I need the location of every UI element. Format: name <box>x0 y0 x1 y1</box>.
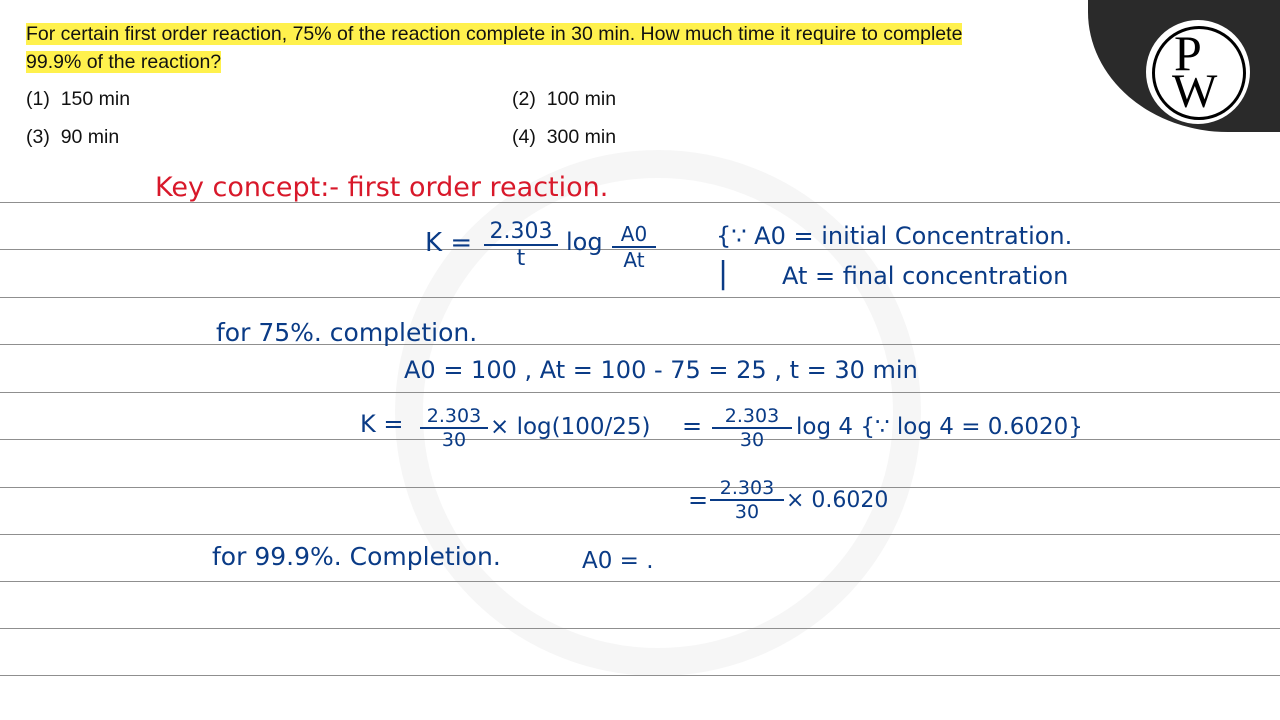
formula-log: log <box>566 228 603 256</box>
fraction-numerator: 2.303 <box>420 405 488 429</box>
k-calc-label: K = <box>360 410 404 438</box>
formula-fraction <box>484 219 558 271</box>
question-line-1: For certain first order reaction, 75% of the reaction complete in 30 min. How much time it require to complete <box>26 23 963 45</box>
k-calc-fraction-3 <box>710 477 784 523</box>
option-number: (4) <box>512 126 536 148</box>
fraction-numerator: 2.303 <box>712 405 792 429</box>
ruled-line <box>0 581 1280 582</box>
ratio-denominator: At <box>623 248 645 272</box>
definition-a0: {∵ A0 = initial Concentration. <box>716 222 1073 250</box>
ruled-line <box>0 628 1280 629</box>
fraction-numerator: 2.303 <box>710 477 784 501</box>
ruled-line <box>0 534 1280 535</box>
formula-k-label: K = <box>425 228 473 258</box>
fraction-denominator: t <box>516 246 526 271</box>
option-4 <box>512 126 616 149</box>
k-calc-log: × log(100/25) <box>490 414 651 440</box>
a0-start: A0 = . <box>582 548 654 574</box>
option-3 <box>26 126 119 149</box>
k-calc-equals: = <box>682 412 703 440</box>
ratio-numerator: A0 <box>612 222 656 248</box>
option-text: 150 min <box>60 88 131 110</box>
logo-letter-w: W <box>1172 65 1218 118</box>
option-number: (2) <box>512 88 536 110</box>
ruled-line <box>0 392 1280 393</box>
k-calc-fraction-2 <box>712 405 792 451</box>
option-number: (3) <box>26 126 50 148</box>
given-values: A0 = 100 , At = 100 - 75 = 25 , t = 30 min <box>404 356 918 384</box>
question-line-2: 99.9% of the reaction? <box>26 51 222 73</box>
fraction-numerator: 2.303 <box>484 219 558 246</box>
definition-at: At = final concentration <box>782 262 1069 290</box>
k-calc-equals-2: = <box>688 486 709 514</box>
k-calc-fraction <box>420 405 488 451</box>
ruled-line <box>0 297 1280 298</box>
ruled-line <box>0 675 1280 676</box>
for-75-heading: for 75%. completion. <box>216 318 478 347</box>
for-999-heading: for 99.9%. Completion. <box>212 542 501 571</box>
fraction-denominator: 30 <box>739 429 765 451</box>
fraction-denominator: 30 <box>734 501 760 523</box>
option-1 <box>26 88 130 111</box>
logo-letter-p: P <box>1174 25 1202 81</box>
k-calc-value: × 0.6020 <box>786 488 889 513</box>
brace-mark: | <box>718 256 729 291</box>
key-concept-heading: Key concept:- first order reaction. <box>155 172 609 203</box>
ruled-line <box>0 487 1280 488</box>
option-text: 300 min <box>546 126 617 148</box>
ruled-line <box>0 344 1280 345</box>
option-number: (1) <box>26 88 50 110</box>
option-text: 90 min <box>60 126 120 148</box>
formula-ratio <box>612 222 656 272</box>
k-calc-log4: log 4 {∵ log 4 = 0.6020} <box>796 414 1083 440</box>
question-text <box>26 20 1066 76</box>
pw-logo <box>1146 20 1250 124</box>
option-2 <box>512 88 616 111</box>
option-text: 100 min <box>546 88 617 110</box>
fraction-denominator: 30 <box>441 429 467 451</box>
